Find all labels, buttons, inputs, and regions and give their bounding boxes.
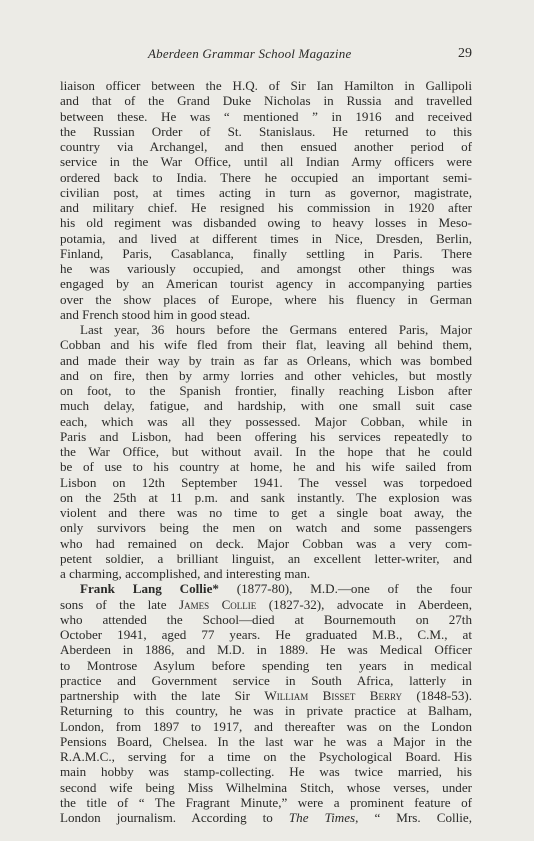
text-line: main hobby was stamp-collecting. He was twice married, his bbox=[60, 764, 472, 780]
text-line: and that of the Grand Duke Nicholas in Russia and travelled bbox=[60, 93, 472, 109]
person-name: William Bisset Berry bbox=[264, 688, 402, 703]
text-line: engaged by an American tourist agency in accompanying parties bbox=[60, 276, 472, 292]
text-line: each, which was all they possessed. Major Cobban, while in bbox=[60, 413, 472, 429]
text-line: a charming, accomplished, and interesting man. bbox=[60, 566, 311, 581]
text-line: over the show places of Europe, where his fluency in German bbox=[60, 291, 472, 307]
text-line: on the 25th at 11 p.m. and sank instantly. The explosion was bbox=[60, 489, 472, 505]
text-line: and military chief. He resigned his commission in 1920 after bbox=[60, 200, 472, 215]
person-name: James Collie bbox=[179, 596, 257, 612]
text-line: partnership with the late Sir William Bisset Berry (1848-53). bbox=[60, 688, 472, 703]
text-line: service in the War Office, until all Indian Army officers were bbox=[60, 154, 472, 170]
text-line: Last year, 36 hours before the Germans entered Paris, Major bbox=[80, 322, 472, 337]
text-line: on foot, to the Spanish frontier, finally reaching Lisbon after bbox=[60, 383, 472, 398]
cobban-obituary bbox=[60, 78, 472, 581]
text-line: Lisbon on 12th September 1941. The vessel was torpedoed bbox=[60, 474, 472, 490]
text-line: the Russian Order of St. Stanislaus. He returned to this bbox=[60, 123, 472, 139]
text-line: who attended the School—died at Bournemouth on 27th bbox=[60, 611, 472, 627]
text-line: Paris and Lisbon, had been offering his services repeatedly to bbox=[60, 428, 472, 444]
text-line: and made their way by train as far as Orleans, which was bombed bbox=[60, 352, 472, 368]
body-text bbox=[60, 78, 472, 825]
page-header bbox=[60, 46, 472, 66]
text-line: practice and Government service in South Africa, latterly in bbox=[60, 672, 472, 688]
page-number: 29 bbox=[458, 46, 472, 61]
text-line: London, from 1897 to 1917, and thereafter was on the London bbox=[60, 718, 472, 734]
text-line: October 1941, aged 77 years. He graduated M.B., C.M., at bbox=[60, 627, 472, 642]
text-line: who had remained on deck. Major Cobban was a very com- bbox=[60, 535, 472, 551]
text-line: civilian post, at times acting in turn as governor, magistrate, bbox=[60, 184, 472, 200]
text-line: country via Archangel, and then ensued another period of bbox=[60, 139, 472, 154]
text-line: petent soldier, a brilliant linguist, an excellent letter-writer, and bbox=[60, 550, 472, 566]
text-line: Aberdeen in 1886, and M.D. in 1889. He was Medical Officer bbox=[60, 642, 472, 658]
text-line: liaison officer between the H.Q. of Sir Ian Hamilton in Gallipoli bbox=[60, 78, 472, 93]
text-line: Cobban and his wife fled from their flat, leaving all behind them, bbox=[60, 337, 472, 353]
text-line: London journalism. According to The Times, “ Mrs. Collie, bbox=[60, 810, 472, 825]
obituary-name: Frank Lang Collie* bbox=[80, 581, 219, 597]
collie-obituary bbox=[60, 581, 472, 825]
text-line: the War Office, but without avail. In the hope that he could bbox=[60, 444, 472, 459]
text-line: Frank Lang Collie* (1877-80), M.D.—one of the four bbox=[80, 581, 472, 597]
text-line: much delay, fatigue, and hardship, with one small suit case bbox=[60, 398, 472, 414]
text-line: second wife being Miss Wilhelmina Stitch, whose verses, under bbox=[60, 779, 472, 795]
text-line: R.A.M.C., serving for a time on the Psychological Board. His bbox=[60, 749, 472, 764]
text-line: his old regiment was disbanded owing to heavy losses in Meso- bbox=[60, 215, 472, 231]
text-line: Returning to this country, he was in private practice at Balham, bbox=[60, 703, 472, 719]
running-title: Aberdeen Grammar School Magazine bbox=[148, 46, 352, 61]
text-line: and on fire, then by army lorries and other vehicles, but mostly bbox=[60, 367, 472, 383]
text-line: only survivors being the men on watch and some passengers bbox=[60, 520, 472, 536]
text-line: sons of the late James Collie (1827-32), advocate in Aberdeen, bbox=[60, 596, 472, 612]
publication-title: The Times bbox=[288, 810, 356, 825]
text-line: potamia, and lived at different times in Nice, Dresden, Berlin, bbox=[60, 230, 472, 246]
text-line: the title of “ The Fragrant Minute,” were a prominent feature of bbox=[60, 794, 472, 810]
text-line: Pensions Board, Chelsea. In the last war he was a Major in the bbox=[60, 733, 472, 749]
text-line: to Montrose Asylum before spending ten years in medical bbox=[60, 657, 472, 673]
text-line: ordered back to India. There he occupied an important semi- bbox=[60, 169, 472, 185]
text-line: he was variously occupied, and amongst other things was bbox=[60, 261, 472, 276]
text-line: Finland, Paris, Casablanca, finally settling in Paris. There bbox=[60, 245, 472, 261]
text-line: be of use to his country at home, he and his wife sailed from bbox=[60, 459, 472, 475]
text-line: violent and there was no time to get a single boat away, the bbox=[60, 505, 472, 520]
text-line: and French stood him in good stead. bbox=[60, 306, 251, 322]
text-line: between these. He was “ mentioned ” in 1916 and received bbox=[60, 108, 472, 124]
